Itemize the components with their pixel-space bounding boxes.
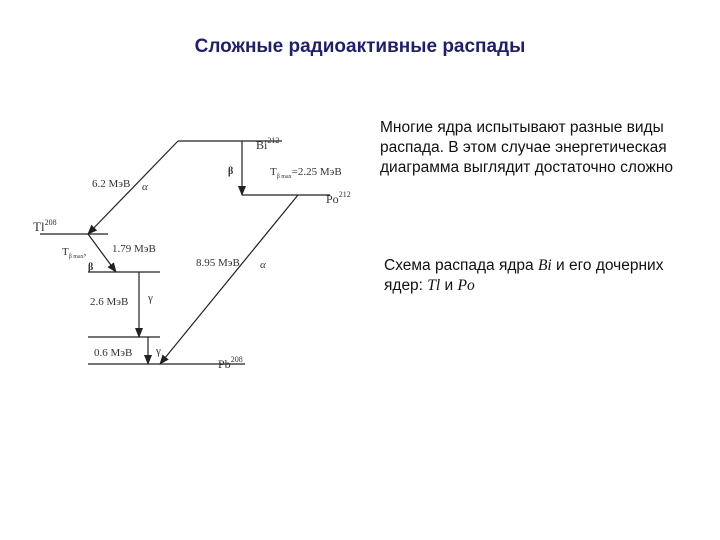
symbol-gamma-2: γ <box>156 345 161 357</box>
symbol-alpha-2: α <box>260 259 266 271</box>
label-bi: Bi$^{212}$ <box>256 136 280 152</box>
energy-gamma-2: 0.6 МэВ <box>94 347 133 359</box>
symbol-beta-1: β <box>228 166 234 177</box>
symbol-alpha-1: α <box>142 181 148 193</box>
scheme-caption: Схема распада ядра Bi и его дочерних ядер: Tl и Po <box>384 257 664 294</box>
symbol-gamma-1: γ <box>148 292 153 304</box>
label-pb: Pb$^{208}$ <box>218 355 243 371</box>
slide-title: Сложные радиоактивные распады <box>194 36 526 57</box>
energy-gamma-1: 2.6 МэВ <box>90 296 129 308</box>
label-tl: Tl$^{208}$ <box>33 218 57 234</box>
label-po: Po$^{212}$ <box>326 190 351 206</box>
energy-tl-beta: 1.79 МэВ <box>112 243 156 255</box>
energy-po-pb: 8.95 МэВ <box>196 257 240 269</box>
energy-bi-tl: 6.2 МэВ <box>92 178 131 190</box>
arrow-alpha-po-pb <box>160 195 298 364</box>
symbol-beta-2: β <box>88 262 94 273</box>
t-beta-max-bi: $T_{\beta max}=2.25$ МэВ <box>270 166 342 180</box>
description-paragraph: Многие ядра испытывают разные виды распада. В этом случае энергетическая диаграмма выглядит достаточно сложно <box>380 119 674 176</box>
t-beta-max-tl: $T_{\beta max}$, <box>62 246 87 260</box>
